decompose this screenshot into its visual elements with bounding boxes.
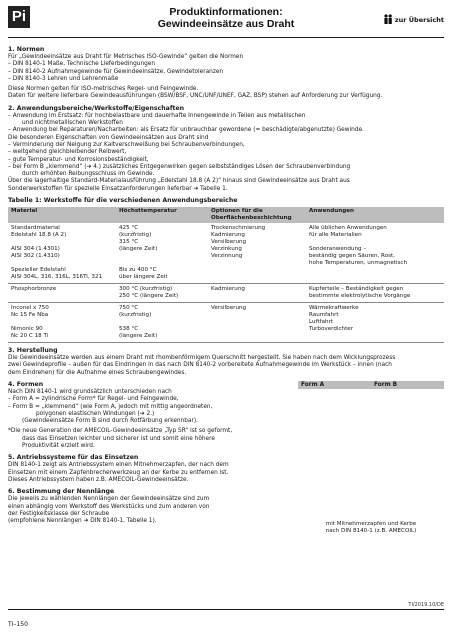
s2-line: – bei Form B „klemmend“ (➔ 4.) zusätzliches Entgegenwirken gegen selbstständiges Lösen der Schraubenverbindung (8, 163, 351, 170)
section-1-heading: 1. Normen (8, 46, 45, 53)
s2-line: – Anwendung im Erstsatz: für hochbelastbare und dauerhafte Innengewinde in Teilen aus metallischen (8, 112, 306, 119)
s5-line: DIN 8140-1 zeigt als Antriebssystem einen Mitnehmerzapfen, der nach dem (8, 462, 229, 469)
s4-line: polygonen elastischen Windungen (➔ 2.) (36, 410, 155, 417)
document-code: TI/2019.10/DE (408, 602, 444, 608)
overview-link[interactable] (383, 14, 444, 25)
footer-rule (8, 609, 444, 610)
cell-coating: Versilberung (208, 303, 306, 343)
col-header-material: Material (8, 207, 116, 223)
page-number: TI–150 (8, 621, 28, 628)
drive-caption-line-1: mit Mitnehmerzapfen und Kerbe (325, 520, 417, 527)
s1-line: Für „Gewindeeinsätze aus Draht für Metrisches ISO-Gewinde“ gelten die Normen (8, 54, 244, 60)
cell-coating: Kadmierung (208, 284, 306, 303)
s4-line: dass das Einsetzen leichter und sicherer ist und somit eine höhere (22, 435, 215, 442)
forms-section (8, 377, 444, 535)
forms-text (8, 377, 298, 535)
form-a-label: Form A (301, 381, 325, 388)
s4-line: Produktivität erzielt wird. (22, 443, 95, 450)
drive-caption-line-2: nach DIN 8140-1 (z.B. AMECOIL) (325, 527, 417, 534)
s2-line: Die besonderen Eigenschaften von Gewindeeinsätzen aus Draht sind (8, 134, 209, 141)
cell-temperature: 300 °C (kurzfristig) 250 °C (längere Zeit) (116, 284, 208, 303)
s1-line: – DIN 8140-1 Maße, Technische Lieferbedingungen (8, 61, 156, 68)
cell-material: Inconel x 750 Nc 15 Fe Nba Nimonic 90 Nc 20 C 18 Ti (8, 303, 116, 343)
s2-line: Über die lagerhaltige Standard-Materialausführung „Edelstahl 18.8 (A 2)“ hinaus sind Gewindeeinsätze aus Draht aus (8, 178, 350, 185)
drive-caption (298, 521, 444, 535)
s4-line: *Die neue Generation der AMECOIL-Gewindeeinsätze „Typ SR“ ist so geformt, (8, 428, 233, 435)
s4-line: (Gewindeeinsätze Form B sind durch Rotfärbung erkennbar). (22, 418, 198, 425)
s6-line: der Festigkeitsklasse der Schraube (8, 510, 110, 517)
table-header-row (8, 207, 444, 223)
pi-logo: Pi (8, 6, 30, 28)
cell-material: Phosphorbronze (8, 284, 116, 303)
s4-line: – Form A = zylindrische Form* für Regel- und Feingewinde, (8, 396, 179, 403)
section-5-heading: 5. Antriebssysteme für das Einsetzen (8, 454, 139, 462)
section-3-heading: 3. Herstellung (8, 347, 58, 355)
s5-line: Einsetzen mit einem Zapfenbrecherwerkzeug an der Kerbe zu entfernen ist. (8, 469, 229, 476)
cell-material: Standardmaterial Edelstahl 18.8 (A 2) AISI 304 (1.4301) AISI 302 (1.4310) Spezieller Edelstahl AISI 304L, 316, 316L, 316Ti, 321 (8, 223, 116, 284)
s6-line: einen abhängig vom Werkstoff des Werkstücks und zum anderen von (8, 503, 210, 510)
s2-line: durch erhöhten Reibungsschluss im Gewinde. (22, 171, 155, 178)
col-header-applications: Anwendungen (306, 207, 444, 223)
s3-line: zwei Gewindeprofile – außen für das Eindringen in das nach DIN 8140-2 vorbereitete Aufnahmegewinde im Werkstück – innen (nach (8, 362, 392, 369)
table-caption: Tabelle 1: Werkstoffe für die verschiedenen Anwendungsbereiche (8, 197, 238, 205)
main-content (8, 42, 444, 535)
col-header-coating: Optionen für die Oberflächenbeschichtung (208, 207, 306, 223)
s1-line: – DIN 8140-2 Aufnahmegewinde für Gewindeeinsätze, Gewindetoleranzen (8, 68, 224, 75)
table-row (8, 303, 444, 343)
s1-line: – DIN 8140-3 Lehren und Lehrenmaße (8, 75, 119, 82)
people-icon (383, 14, 393, 25)
forms-figure-column (298, 377, 444, 535)
s2-line: – Anwendung bei Reparaturen/Nacharbeiten: als Ersatz für unbrauchbar gewordene (= beschädigte/abgenutzte) Gewinde. (8, 127, 364, 134)
col-header-max-temp: Höchsttemperatur (116, 207, 208, 223)
cell-temperature: 425 °C (kurzfristig) 315 °C (längere Zeit) Bis zu 400 °C über längere Zeit (116, 223, 208, 284)
materials-table (8, 207, 444, 343)
s2-line: – Verminderung der Neigung zur Kaltverschweißung bei Schraubenverbindungen, (8, 141, 245, 148)
section-4-heading: 4. Formen (8, 380, 44, 388)
section-6-heading: 6. Bestimmung der Nennlänge (8, 488, 115, 496)
cell-temperature: 750 °C (kurzfristig) 538 °C (längere Zeit) (116, 303, 208, 343)
table-row (8, 284, 444, 303)
title-line-1: Produktinformationen: (169, 6, 283, 18)
cell-coating: Trockenschmierung Kadmierung Versilberung Verzinkung Verzinnung (208, 223, 306, 284)
s2-line: – gute Temperatur- und Korrosionsbeständigkeit, (8, 156, 149, 163)
page-header (0, 0, 452, 38)
forms-figure-area (298, 389, 444, 521)
s5-line: Dieses Antriebssystem haben z.B. AMECOIL-Gewindeeinsätze. (8, 476, 189, 483)
s3-line: Die Gewindeeinsätze werden aus einem Draht mit rhombenförmigem Querschnitt hergestellt. Sie haben nach dem Wicklungsprozess (8, 355, 396, 362)
s1-line: Diese Normen gelten für ISO-metrisches Regel- und Feingewinde. (8, 86, 199, 93)
s2-line: – weitgehend gleichbleibender Reibwert, (8, 149, 127, 156)
cell-applications: Kupferteile – Beständigkeit gegen bestimmte elektrolytische Vorgänge (306, 284, 444, 303)
cell-applications: Alle üblichen Anwendungen für alle Materialien Sonderanwendung – beständig gegen Säuren, Rost, hohe Temperaturen, unmagnetisch (306, 223, 444, 284)
title-line-2: Gewindeeinsätze aus Draht (157, 18, 295, 30)
table-row (8, 223, 444, 284)
s1-line: Daten für weitere lieferbare Gewindeausführungen (BSW/BSF, UNC/UNF/UNEF, GAZ, BSP) stehen auf Anforderung zur Verfügung. (8, 93, 383, 100)
section-2-heading: 2. Anwendungsbereiche/Werkstoffe/Eigenschaften (8, 104, 185, 112)
s2-line: Sonderwerkstoffen für spezielle Einsatzanforderungen lieferbar ➔ Tabelle 1. (8, 185, 228, 192)
form-b-label: Form B (374, 381, 398, 388)
header-rule (8, 37, 444, 38)
s6-line: Die jeweils zu wählenden Nennlängen der Gewindeeinsätze sind zum (8, 496, 210, 503)
s4-line: – Form B = „klemmend“ (wie Form A, jedoch mit mittig angeordneten, (8, 403, 213, 410)
forms-header (298, 381, 444, 389)
cell-applications: Wärmekraftwerke Raumfahrt Luftfahrt Turboverdichter (306, 303, 444, 343)
overview-label: zur Übersicht (394, 15, 444, 24)
s6-line: (empfohlene Nennlängen ➔ DIN 8140-1, Tabelle 1). (8, 518, 157, 525)
s4-line: Nach DIN 8140-1 wird grundsätzlich unterschieden nach (8, 388, 172, 395)
s3-line: dem Eindrehen) für die Aufnahme eines Schraubengewindes. (8, 369, 187, 376)
s2-line: und nichtmetallischen Werkstoffen (22, 120, 123, 127)
